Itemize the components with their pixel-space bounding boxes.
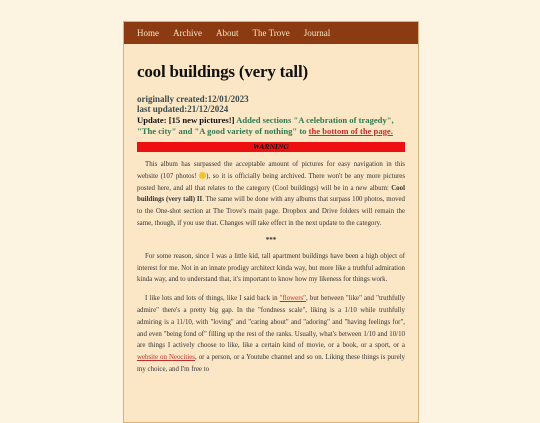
nav-archive-link[interactable]: Archive — [173, 28, 202, 38]
main-content — [124, 62, 418, 376]
created-date: originally created:12/01/2023 — [137, 94, 249, 104]
warning-banner: WARNING — [137, 142, 405, 152]
neocities-link[interactable]: website on Neocities — [137, 354, 195, 362]
new-album-name: Cool buildings (very tall) II — [137, 184, 405, 204]
page-container — [123, 21, 419, 423]
bottom-of-page-link[interactable]: the bottom of the page. — [308, 126, 393, 136]
nav-journal-link[interactable]: Journal — [303, 28, 331, 38]
update-prefix: Update: [15 new pictures!] — [137, 115, 235, 125]
nav-home-link[interactable]: Home — [137, 28, 159, 38]
page-title: cool buildings (very tall) — [137, 62, 308, 81]
para3-c: , or a person, or a Youtube channel and so on. Liking these things is purely my choice, and I'm free to — [137, 354, 405, 373]
para3-b: , but between "like" and "truthfully admire" there's a pretty big gap. In the "fondness scale", liking is a 1/10 while truthfully admiring is a 11/10, with "loving" and "caring about" and "adoring" and "having feelings for", and even "being fond of" filling up the rest of the ranks. Usually, what's between 1/10 and 10/10 are things I actively choose to like, like a certain kind of movie, or a book, or a sport, or a — [137, 295, 405, 350]
nav-about-link[interactable]: About — [216, 28, 239, 38]
intro-paragraph: For some reason, since I was a little kid, tall apartment buildings have been a high object of interest for me. Not in an innate prodigy architect kinda way, but more like a truthful admiration kinda way, and to understand that, it's important to know how my likeness for things work. — [137, 252, 405, 284]
para1-a: This album has surpassed the acceptable amount of pictures for easy navigation in this website (107 photos! — [137, 161, 405, 180]
archive-paragraph — [137, 159, 405, 230]
update-text: Added sections "A celebration of tragedy", "The city" and "A good variety of nothing" to — [137, 115, 394, 136]
nav-trove-link[interactable]: The Trove — [252, 28, 290, 38]
updated-date: last updated:21/12/2024 — [137, 104, 229, 114]
flowers-link[interactable]: "flowers" — [279, 295, 306, 303]
section-separator: *** — [265, 235, 277, 244]
para1-b: ), so it is officially being archived. There won't be any more pictures posted here, and all that relates to the category (Cool buildings) will be in a new album: — [137, 172, 405, 192]
update-notice — [137, 115, 405, 137]
fondness-paragraph — [137, 293, 405, 376]
para1-c: . The same will be done with any albums that surpass 100 photos, moved to the One-shot section at The Trove's main page. Dropbox and Drive folders will remain the same, though, if you use that. Changes will take effect in the next update to the category. — [137, 196, 405, 227]
top-nav — [124, 22, 418, 44]
para3-a: I like lots and lots of things, like I said back in — [145, 295, 280, 303]
